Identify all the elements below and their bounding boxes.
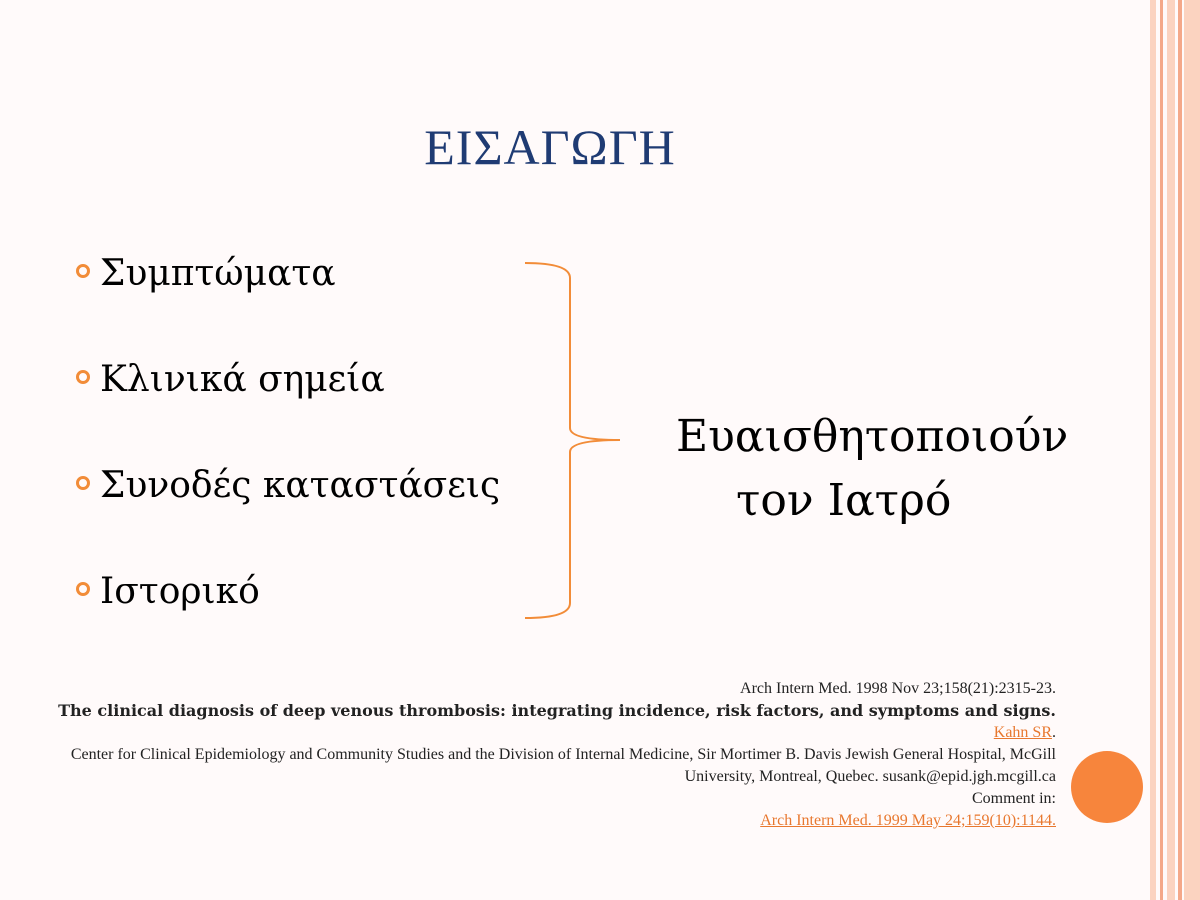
- right-brace-icon: [520, 258, 630, 628]
- list-item: [76, 248, 500, 354]
- slide-title: ΕΙΣΑΓΩΓΗ: [424, 119, 676, 175]
- list-item: [76, 566, 500, 672]
- citation-journal: Arch Intern Med. 1998 Nov 23;158(21):2315-23.: [740, 680, 1056, 697]
- comment-link[interactable]: Arch Intern Med. 1999 May 24;159(10):1144.: [760, 812, 1056, 829]
- bullet-circle-icon: [76, 264, 90, 278]
- bullet-circle-icon: [76, 476, 90, 490]
- bullet-label: Κλινικά σημεία: [100, 359, 385, 400]
- author-suffix: .: [1052, 724, 1056, 741]
- citation-author-line: [36, 722, 1056, 744]
- citation: [36, 678, 1056, 832]
- bullet-list: [76, 248, 500, 672]
- result-line-2: τον Ιατρό: [736, 475, 952, 526]
- decorative-stripes: [1150, 0, 1200, 900]
- citation-title: The clinical diagnosis of deep venous thrombosis: integrating incidence, risk factors, and symptoms and signs.: [58, 701, 1056, 720]
- bullet-circle-icon: [76, 370, 90, 384]
- result-line-1: Ευαισθητοποιούν: [676, 411, 1069, 462]
- bullet-label: Ιστορικό: [100, 571, 260, 612]
- bullet-label: Συνοδές καταστάσεις: [100, 465, 501, 506]
- decorative-circle: [1071, 751, 1143, 823]
- bullet-circle-icon: [76, 582, 90, 596]
- result-text: [676, 405, 1068, 533]
- list-item: [76, 460, 500, 566]
- bullet-label: Συμπτώματα: [100, 253, 336, 294]
- citation-affiliation: Center for Clinical Epidemiology and Community Studies and the Division of Internal Medicine, Sir Mortimer B. Davis Jewish General Hospital, McGill University, Montreal, Quebec. susank@epid.jgh.mcgill.ca: [70, 746, 1056, 785]
- list-item: [76, 354, 500, 460]
- citation-comment-label: Comment in:: [972, 790, 1056, 807]
- author-link[interactable]: Kahn SR: [993, 724, 1052, 741]
